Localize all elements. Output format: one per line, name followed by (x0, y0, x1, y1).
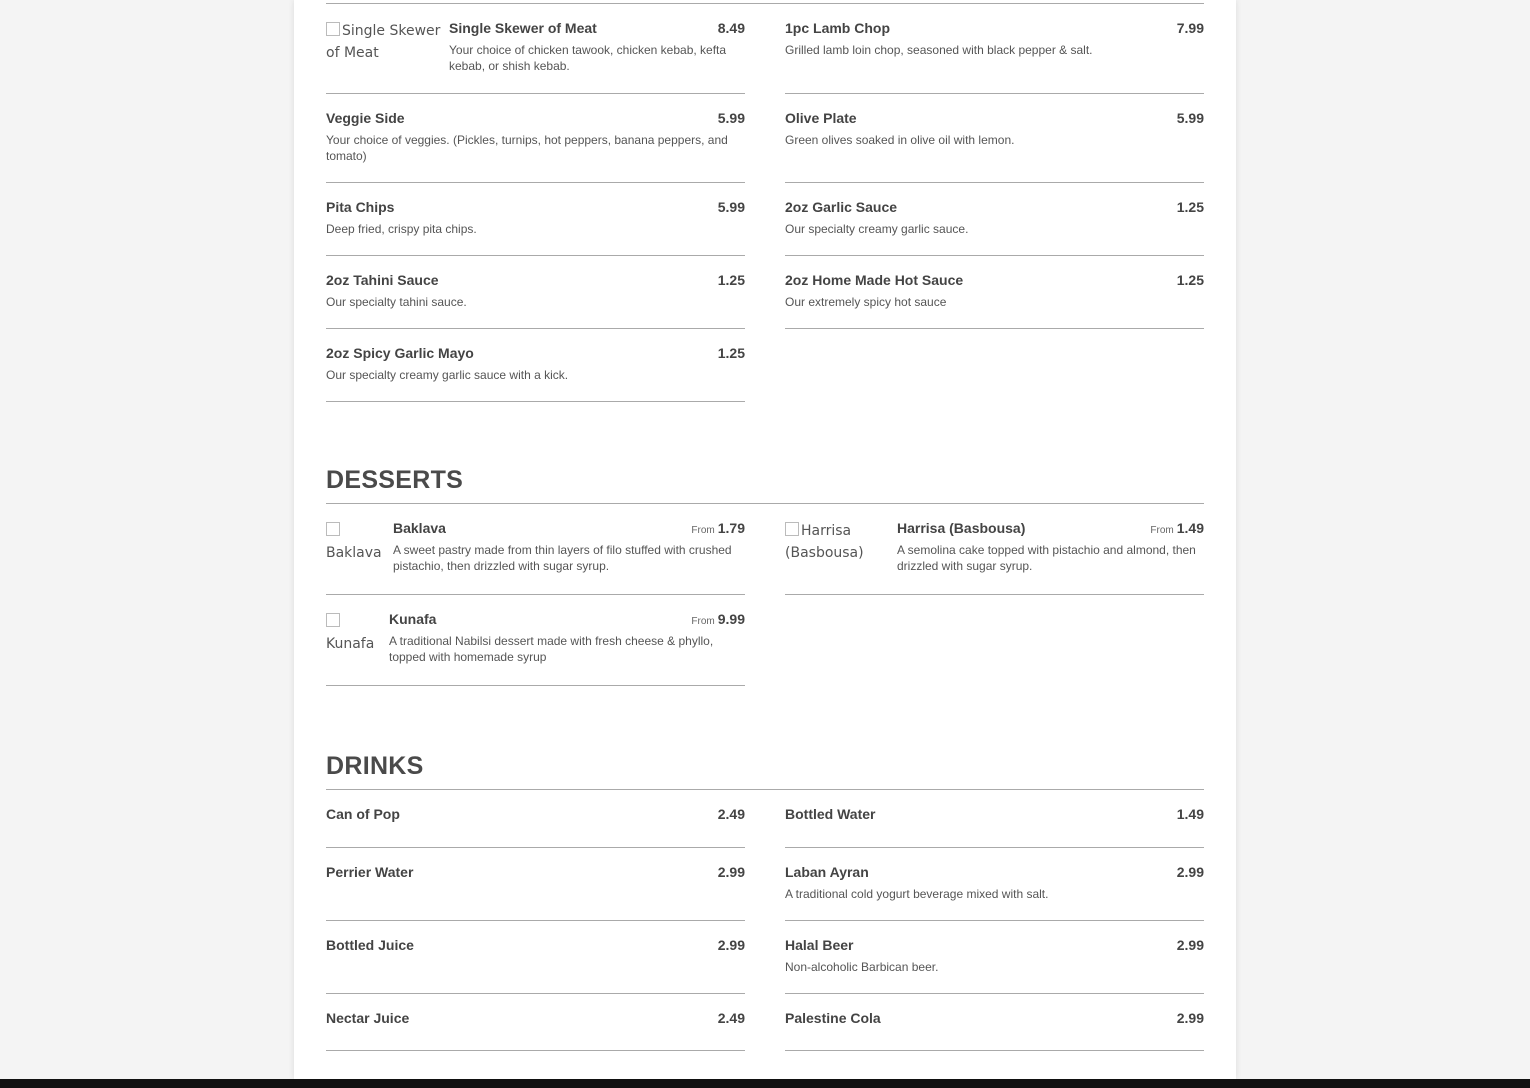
item-image: Kunafa (326, 611, 389, 685)
item-name: Veggie Side (326, 110, 405, 126)
item-price: 1.25 (1176, 272, 1204, 288)
sides-right-column (785, 4, 1204, 402)
item-name: Kunafa (389, 611, 437, 627)
sides-left-column (326, 4, 745, 402)
item-price: 1.49 (1176, 806, 1204, 822)
item-image: Harrisa (Basbousa) (785, 520, 897, 594)
item-name: Palestine Cola (785, 1010, 881, 1026)
menu-item-tahini-sauce[interactable] (326, 256, 745, 329)
item-name: Bottled Juice (326, 937, 414, 953)
item-price: 2.49 (717, 806, 745, 822)
item-price: 2.99 (1176, 937, 1204, 953)
item-price: From 1.79 (691, 520, 745, 536)
menu-item-can-of-pop[interactable] (326, 790, 745, 848)
item-description: A sweet pastry made from thin layers of filo stuffed with crushed pistachio, then drizzled with sugar syrup. (393, 543, 732, 573)
item-description: Green olives soaked in olive oil with lemon. (785, 133, 1015, 147)
from-label: From (691, 525, 715, 536)
item-price: 5.99 (717, 110, 745, 126)
menu-item-garlic-sauce[interactable] (785, 183, 1204, 256)
item-price: 8.49 (717, 20, 745, 36)
item-name: Baklava (393, 520, 446, 536)
menu-item-laban-ayran[interactable] (785, 848, 1204, 921)
menu-item-kunafa[interactable] (326, 595, 745, 686)
item-price: 2.49 (717, 1010, 745, 1026)
sides-section (326, 3, 1204, 402)
item-price: 2.99 (717, 937, 745, 953)
item-description: A traditional Nabilsi dessert made with fresh cheese & phyllo, topped with homemade syrup (389, 634, 714, 664)
section-title-drinks: DRINKS (326, 746, 1204, 790)
menu-item-palestine-cola[interactable] (785, 994, 1204, 1051)
menu-item-lamb-chop[interactable] (785, 4, 1204, 94)
item-image: Baklava (326, 520, 393, 594)
menu-item-nectar-juice[interactable] (326, 994, 745, 1051)
item-price: 5.99 (1176, 110, 1204, 126)
item-description: Deep fried, crispy pita chips. (326, 222, 477, 236)
item-name: Bottled Water (785, 806, 876, 822)
menu-item-pita-chips[interactable] (326, 183, 745, 256)
item-price: 1.25 (1176, 199, 1204, 215)
item-price: 2.99 (1176, 864, 1204, 880)
item-description: A semolina cake topped with pistachio and almond, then drizzled with sugar syrup. (897, 543, 1196, 573)
item-price: 1.25 (717, 272, 745, 288)
menu-item-halal-beer[interactable] (785, 921, 1204, 994)
item-name: Olive Plate (785, 110, 857, 126)
menu-item-spicy-garlic-mayo[interactable] (326, 329, 745, 402)
menu-item-single-skewer[interactable] (326, 4, 745, 94)
menu-item-olive-plate[interactable] (785, 94, 1204, 183)
drinks-right-column (785, 790, 1204, 1051)
menu-item-veggie-side[interactable] (326, 94, 745, 183)
menu-panel (294, 0, 1236, 1079)
drinks-left-column (326, 790, 745, 1051)
item-name: Harrisa (Basbousa) (897, 520, 1026, 536)
item-description: Our specialty creamy garlic sauce. (785, 222, 969, 236)
item-name: Nectar Juice (326, 1010, 410, 1026)
menu-item-harrisa[interactable] (785, 504, 1204, 595)
drinks-section (326, 746, 1204, 1051)
item-price: From 9.99 (691, 611, 745, 627)
item-description: Our specialty tahini sauce. (326, 295, 467, 309)
item-name: 2oz Spicy Garlic Mayo (326, 345, 474, 361)
menu-item-bottled-water[interactable] (785, 790, 1204, 848)
item-description: Our specialty creamy garlic sauce with a kick. (326, 368, 569, 382)
item-price: 2.99 (717, 864, 745, 880)
bottom-bar (0, 1079, 1530, 1088)
item-name: Can of Pop (326, 806, 400, 822)
desserts-section (326, 460, 1204, 686)
item-description: Your choice of chicken tawook, chicken kebab, kefta kebab, or shish kebab. (449, 43, 727, 73)
item-price: From 1.49 (1150, 520, 1204, 536)
from-label: From (1150, 525, 1174, 536)
item-name: 2oz Garlic Sauce (785, 199, 898, 215)
menu-item-perrier-water[interactable] (326, 848, 745, 921)
item-name: Single Skewer of Meat (449, 20, 597, 36)
item-price: 5.99 (717, 199, 745, 215)
item-name: 2oz Tahini Sauce (326, 272, 439, 288)
item-name: Laban Ayran (785, 864, 869, 880)
item-price: 7.99 (1176, 20, 1204, 36)
item-name: 1pc Lamb Chop (785, 20, 891, 36)
item-price: 1.25 (717, 345, 745, 361)
item-image: Single Skewer of Meat (326, 20, 449, 93)
item-name: Pita Chips (326, 199, 395, 215)
item-description: Non-alcoholic Barbican beer. (785, 960, 939, 974)
item-name: Perrier Water (326, 864, 414, 880)
desserts-left-column (326, 504, 745, 686)
item-description: Our extremely spicy hot sauce (785, 295, 947, 309)
menu-item-hot-sauce[interactable] (785, 256, 1204, 329)
section-title-desserts: DESSERTS (326, 460, 1204, 504)
menu-item-baklava[interactable] (326, 504, 745, 595)
item-description: Your choice of veggies. (Pickles, turnips, hot peppers, banana peppers, and tomato) (326, 133, 728, 163)
item-name: 2oz Home Made Hot Sauce (785, 272, 964, 288)
menu-item-bottled-juice[interactable] (326, 921, 745, 994)
desserts-right-column (785, 504, 1204, 686)
item-name: Halal Beer (785, 937, 854, 953)
from-label: From (691, 616, 715, 627)
item-description: A traditional cold yogurt beverage mixed with salt. (785, 887, 1049, 901)
item-description: Grilled lamb loin chop, seasoned with black pepper & salt. (785, 43, 1093, 57)
item-price: 2.99 (1176, 1010, 1204, 1026)
